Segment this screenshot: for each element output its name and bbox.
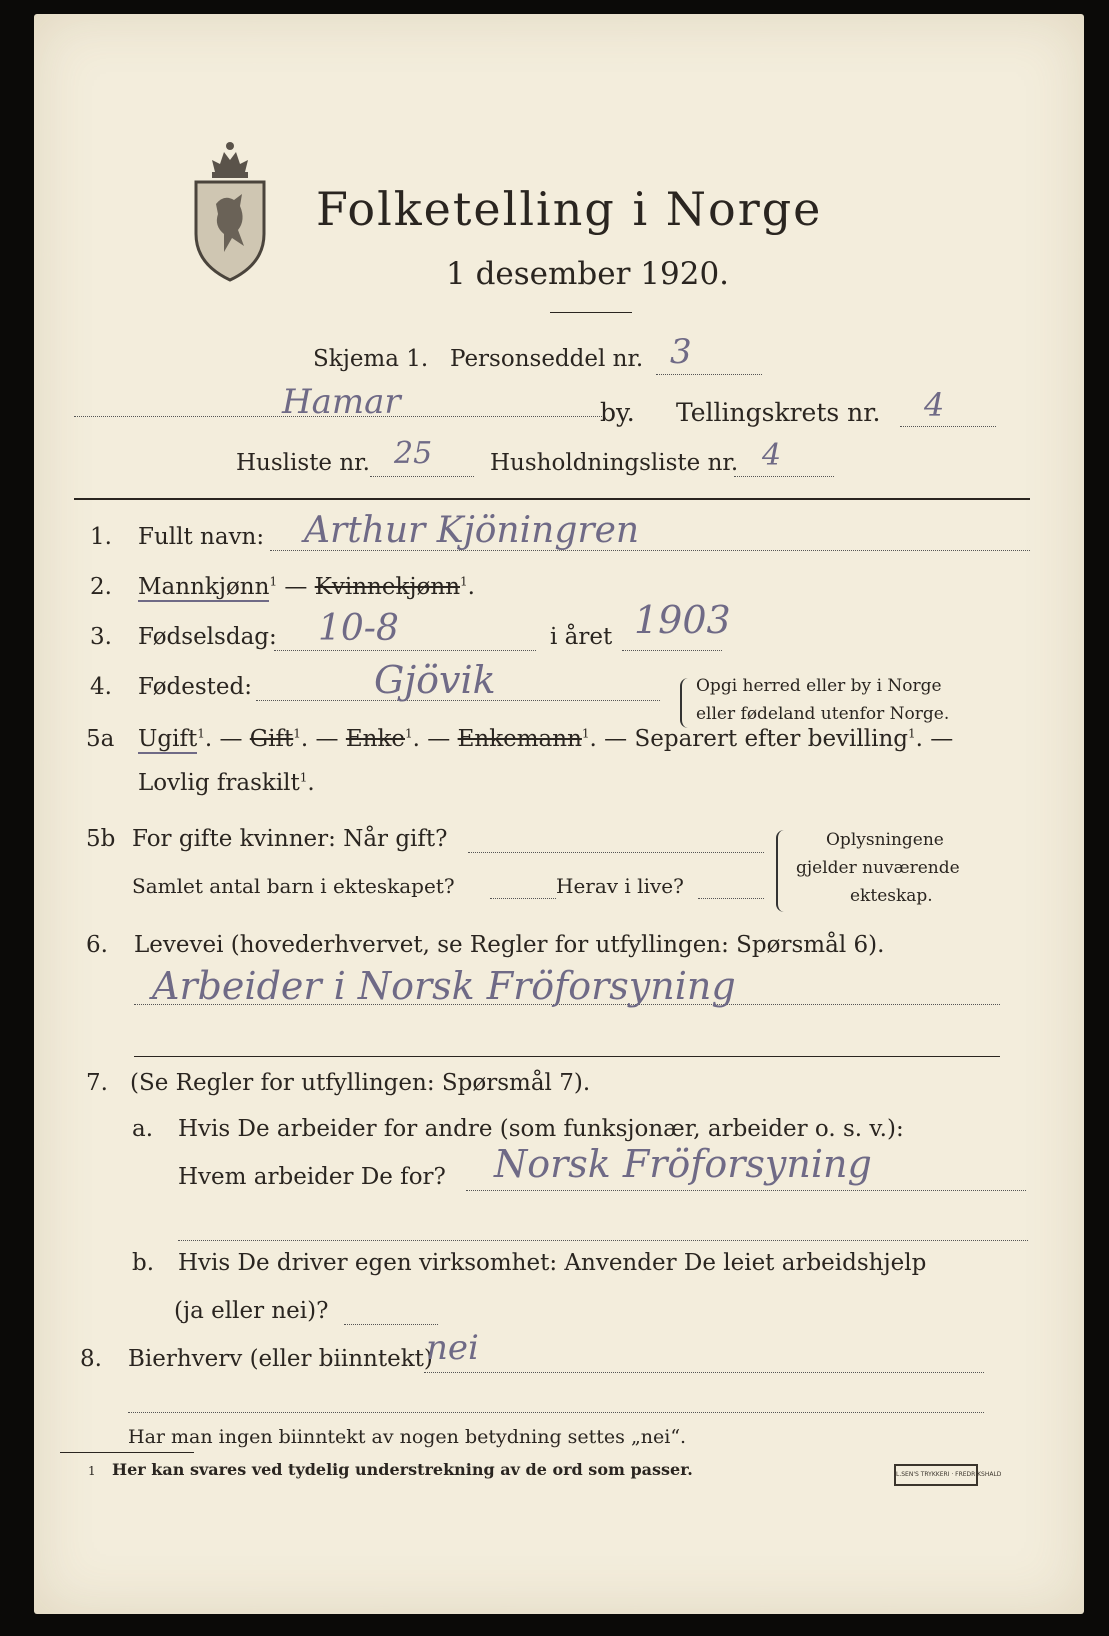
q5a-enkemann[interactable]: Enkemann xyxy=(457,726,582,752)
q4-note-line2: eller fødeland utenfor Norge. xyxy=(696,704,950,724)
q1-number: 1. xyxy=(90,524,112,550)
tellingskrets-label: Tellingskrets nr. xyxy=(676,398,881,427)
q7a-label2: Hvem arbeider De for? xyxy=(178,1164,446,1190)
q5b-note1: Oplysningene xyxy=(826,830,944,850)
printer-stamp xyxy=(894,1464,1002,1486)
q5a-lovlig: Lovlig fraskilt$^1$. xyxy=(138,770,315,796)
q7a-line1 xyxy=(466,1190,1026,1191)
husliste-line xyxy=(370,476,474,477)
q5a-number: 5a xyxy=(86,726,115,752)
q7a-value[interactable]: Norsk Fröforsyning xyxy=(494,1142,872,1186)
q6-label: Levevei (hovederhvervet, se Regler for utfyllingen: Spørsmål 6). xyxy=(134,932,885,958)
q1-label: Fullt navn: xyxy=(138,524,265,550)
personseddel-line xyxy=(656,374,762,375)
q4-brace xyxy=(680,678,688,728)
census-form-sheet xyxy=(34,14,1084,1614)
place-value[interactable]: Hamar xyxy=(282,382,401,422)
q3-year-label: i året xyxy=(550,624,613,650)
q7-number: 7. xyxy=(86,1070,108,1096)
header-divider xyxy=(74,498,1030,500)
q8-line2 xyxy=(128,1412,984,1413)
q7b-number: b. xyxy=(132,1250,155,1276)
q2-mann[interactable]: Mannkjønn xyxy=(138,574,270,600)
q8-value[interactable]: nei xyxy=(426,1328,479,1368)
q5b-line1 xyxy=(468,852,764,853)
q5b-line2 xyxy=(490,898,556,899)
q7b-label2: (ja eller nei)? xyxy=(174,1298,329,1324)
norway-coat-of-arms-icon xyxy=(190,134,270,284)
q2-sup: 1 xyxy=(269,574,278,589)
q5b-label2: Samlet antal barn i ekteskapet? xyxy=(132,874,455,898)
census-date: 1 desember 1920. xyxy=(446,256,730,292)
q5a-ugift[interactable]: Ugift xyxy=(138,726,198,752)
q7-label: (Se Regler for utfyllingen: Spørsmål 7). xyxy=(130,1070,591,1096)
q8-note: Har man ingen biinntekt av nogen betydning settes „nei“. xyxy=(128,1426,687,1448)
husholdning-label: Husholdningsliste nr. xyxy=(490,450,739,476)
q4-note-line1: Opgi herred eller by i Norge xyxy=(696,676,942,696)
q3-year-value[interactable]: 1903 xyxy=(634,598,731,642)
q5b-label1: For gifte kvinner: Når gift? xyxy=(132,826,448,852)
q3-year-line xyxy=(622,650,722,651)
husholdning-value[interactable]: 4 xyxy=(762,438,782,473)
q5a-options: Ugift$^1$. — Gift$^1$. — Enke$^1$. — Enkemann$^1$. — Separert efter bevilling$^1$. — xyxy=(138,726,954,752)
q2-sep: — xyxy=(284,574,308,600)
husliste-label: Husliste nr. xyxy=(236,450,370,476)
q3-line xyxy=(274,650,536,651)
q4-label: Fødested: xyxy=(138,674,253,700)
q2-number: 2. xyxy=(90,574,112,600)
q8-line1 xyxy=(424,1372,984,1373)
q4-number: 4. xyxy=(90,674,112,700)
q7a-line2 xyxy=(178,1240,1028,1241)
title-divider xyxy=(550,312,632,313)
footnote-text: Her kan svares ved tydelig understrekning av de ord som passer. xyxy=(112,1460,693,1479)
q5b-label3: Herav i live? xyxy=(556,874,684,898)
husholdning-line xyxy=(734,476,834,477)
q7a-label: Hvis De arbeider for andre (som funksjonær, arbeider o. s. v.): xyxy=(178,1116,904,1142)
tellingskrets-line xyxy=(900,426,996,427)
q7b-label: Hvis De driver egen virksomhet: Anvender De leiet arbeidshjelp xyxy=(178,1250,927,1276)
tellingskrets-value[interactable]: 4 xyxy=(924,386,945,424)
q6-number: 6. xyxy=(86,932,108,958)
q7a-number: a. xyxy=(132,1116,154,1142)
personseddel-value[interactable]: 3 xyxy=(670,332,692,372)
q6-value[interactable]: Arbeider i Norsk Fröforsyning xyxy=(152,964,736,1008)
personseddel-label: Personseddel nr. xyxy=(450,346,644,372)
q3-number: 3. xyxy=(90,624,112,650)
form-title: Folketelling i Norge xyxy=(316,182,823,236)
q5b-brace xyxy=(776,830,784,912)
skjema-label: Skjema 1. xyxy=(313,346,429,372)
q5a-separert[interactable]: Separert efter bevilling xyxy=(634,726,909,752)
q1-value[interactable]: Arthur Kjöningren xyxy=(304,510,640,551)
q5b-line3 xyxy=(698,898,764,899)
q4-value[interactable]: Gjövik xyxy=(374,658,496,702)
q8-label: Bierhverv (eller biinntekt) xyxy=(128,1346,433,1372)
q6-line2 xyxy=(134,1056,1000,1057)
q5b-note2: gjelder nuværende xyxy=(796,858,960,878)
footnote-mark: 1 xyxy=(88,1464,96,1478)
q5b-note3: ekteskap. xyxy=(850,886,933,906)
by-label: by. xyxy=(600,398,635,427)
q2-options: Mannkjønn$^1$ — Kvinnekjønn$^1$. xyxy=(138,574,475,600)
footnote-divider xyxy=(60,1452,194,1453)
husliste-value[interactable]: 25 xyxy=(394,436,433,471)
q5a-enke[interactable]: Enke xyxy=(345,726,406,752)
q3-label: Fødselsdag: xyxy=(138,624,277,650)
q5a-gift[interactable]: Gift xyxy=(249,726,294,752)
q7b-line xyxy=(344,1324,438,1325)
q2-kvinne[interactable]: Kvinnekjønn xyxy=(314,574,461,600)
q3-value[interactable]: 10-8 xyxy=(318,608,399,649)
printer-stamp-text: L.SEN'S TRYKKERI · FREDRIKSHALD xyxy=(896,1471,1002,1478)
q8-number: 8. xyxy=(80,1346,102,1372)
q5b-number: 5b xyxy=(86,826,116,852)
q5a-lovlig-fraskilt[interactable]: Lovlig fraskilt xyxy=(138,770,300,796)
